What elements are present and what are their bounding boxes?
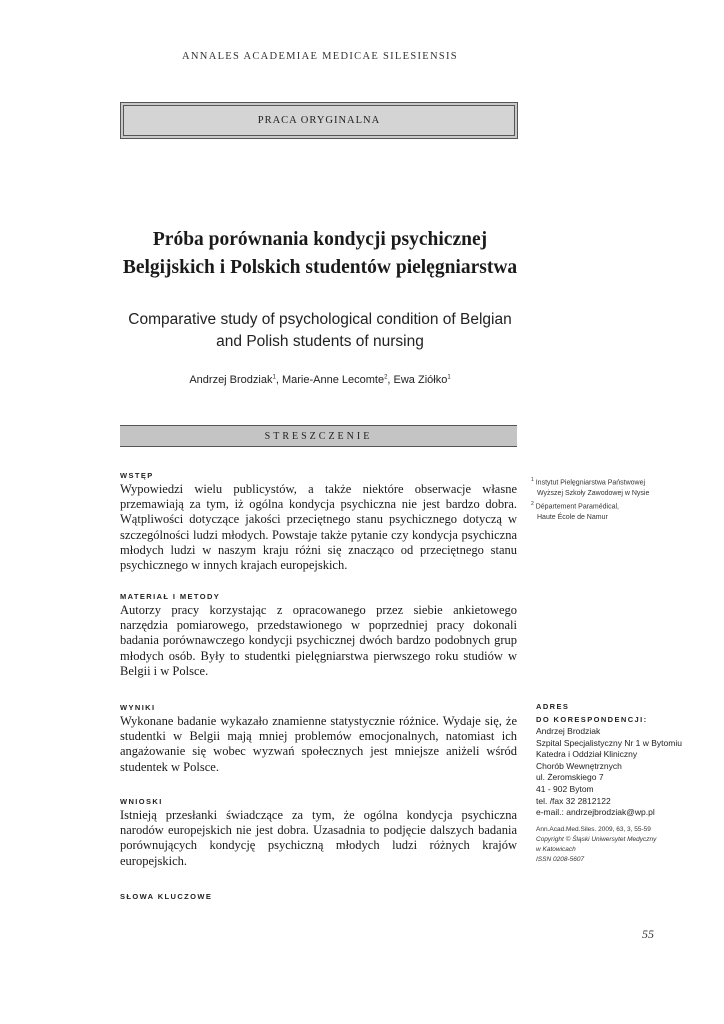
author-affiliation-mark: 1 — [272, 374, 276, 381]
title-polish-line: Próba porównania kondycji psychicznej — [152, 229, 488, 250]
section-methods — [120, 592, 517, 679]
section-text: Wypowiedzi wielu publicystów, a także niektóre obserwacje własne przemawiają za tym, iż ogólna kondycja psychiczna nie jest bardzo dobra. Wątpliwości dotyczące jakości przeciętnego stanu psychicznego dotyczą w szczególności ludzi młodych. Powstaje także pytanie czy kondycja psychiczna młodych ludzi w naszym kraju różni się znacząco od przeciętnego stanu psychicznego w innych krajach europejskich. — [120, 482, 517, 573]
section-heading: MATERIAŁ I METODY — [120, 592, 221, 601]
page-number: 55 — [642, 927, 654, 941]
citation-ref: Ann.Acad.Med.Siles. 2009, 63, 3, 55-59 — [536, 825, 651, 833]
affiliation-mark: 2 — [531, 501, 534, 508]
correspondence-email: e-mail.: andrzejbrodziak@wp.pl — [536, 807, 655, 818]
citation-issn: ISSN 0208-5607 — [536, 856, 585, 864]
affiliation-text: Instytut Pielęgniarstwa Państwowej — [535, 479, 646, 487]
title-polish-line: Belgijskich i Polskich studentów pielęgniarstwa — [122, 257, 518, 278]
author-name: Marie-Anne Lecomte — [281, 374, 385, 386]
title-english — [90, 309, 550, 353]
author-name: Ewa Ziółko — [393, 374, 448, 386]
section-text: Wykonane badanie wykazało znamienne statystycznie różnice. Wydaje się, że studentki w Belgii mają mniej problemów emocjonalnych, natomiast ich angażowanie się wobec wyzwań społecznych jest mniejsze aniżeli wśród studentek w Polsce. — [120, 714, 517, 774]
author-name: Andrzej Brodziak — [189, 374, 273, 386]
affiliations — [531, 475, 691, 524]
affiliation-line — [531, 489, 691, 500]
affiliation-text: Haute École de Namur — [537, 514, 608, 522]
citation-copyright: Copyright © Śląski Uniwersytet Medyczny — [536, 835, 657, 843]
correspondence-line: ul. Żeromskiego 7 — [536, 772, 604, 783]
affiliation-line — [531, 475, 691, 489]
author-separator: , — [387, 374, 394, 386]
citation-info — [536, 825, 706, 866]
correspondence-line: tel. /fax 32 2812122 — [536, 795, 611, 806]
title-english-line: Comparative study of psychological condition of Belgian — [128, 311, 512, 328]
section-heading: SŁOWA KLUCZOWE — [120, 892, 213, 901]
correspondence-line: 41 - 902 Bytom — [536, 783, 594, 794]
section-intro — [120, 471, 517, 573]
article-type: PRACA ORYGINALNA — [123, 105, 515, 136]
section-keywords — [120, 892, 517, 903]
correspondence-line: Katedra i Oddział Kliniczny — [536, 749, 638, 760]
section-heading: WNIOSKI — [120, 797, 163, 806]
correspondence-line: Andrzej Brodziak — [536, 726, 601, 736]
journal-title: ANNALES ACADEMIAE MEDICAE SILESIENSIS — [182, 51, 458, 62]
correspondence-line: Chorób Wewnętrznych — [536, 760, 622, 771]
abstract-heading: STRESZCZENIE — [120, 425, 517, 447]
title-english-line: and Polish students of nursing — [216, 333, 424, 350]
author-affiliation-mark: 2 — [384, 374, 388, 381]
section-conclusions — [120, 797, 517, 869]
citation-place: w Katowicach — [536, 846, 576, 854]
correspondence-line: Szpital Specjalistyczny Nr 1 w Bytomiu — [536, 737, 682, 748]
section-heading: WSTĘP — [120, 471, 154, 480]
section-heading: WYNIKI — [120, 703, 156, 712]
affiliation-line — [531, 499, 691, 513]
correspondence — [536, 700, 706, 866]
affiliation-text: Wyższej Szkoły Zawodowej w Nysie — [537, 489, 650, 497]
correspondence-heading: ADRES — [536, 702, 570, 711]
section-text: Istnieją przesłanki świadczące za tym, że ogólna kondycja psychiczna narodów europejskich nie jest dobra. Uzasadnia to podjęcie dalszych badania porównujących kondycję psychiczną młodych ludzi różnych krajów europejskich. — [120, 808, 517, 868]
affiliation-text: Département Paramédical, — [535, 503, 619, 511]
author-affiliation-mark: 1 — [447, 374, 451, 381]
affiliation-line — [531, 513, 691, 524]
article-type-box — [120, 102, 518, 139]
affiliation-mark: 1 — [531, 477, 534, 483]
correspondence-heading: DO KORESPONDENCJI: — [536, 715, 648, 724]
section-results — [120, 703, 517, 775]
authors — [100, 374, 540, 386]
section-text: Autorzy pracy korzystając z opracowanego przez siebie ankietowego narzędzia pomiarowego, przedstawionego w poprzedniej pracy dokonali badania porównawczego kondycji psychicznej dwóch bardzo podobnych grup młodych osób. Były to studentki pielęgniarstwa pierwszego roku studiów w Belgii i w Polsce. — [120, 603, 517, 678]
author-separator: , — [275, 374, 282, 386]
title-polish — [80, 226, 560, 282]
